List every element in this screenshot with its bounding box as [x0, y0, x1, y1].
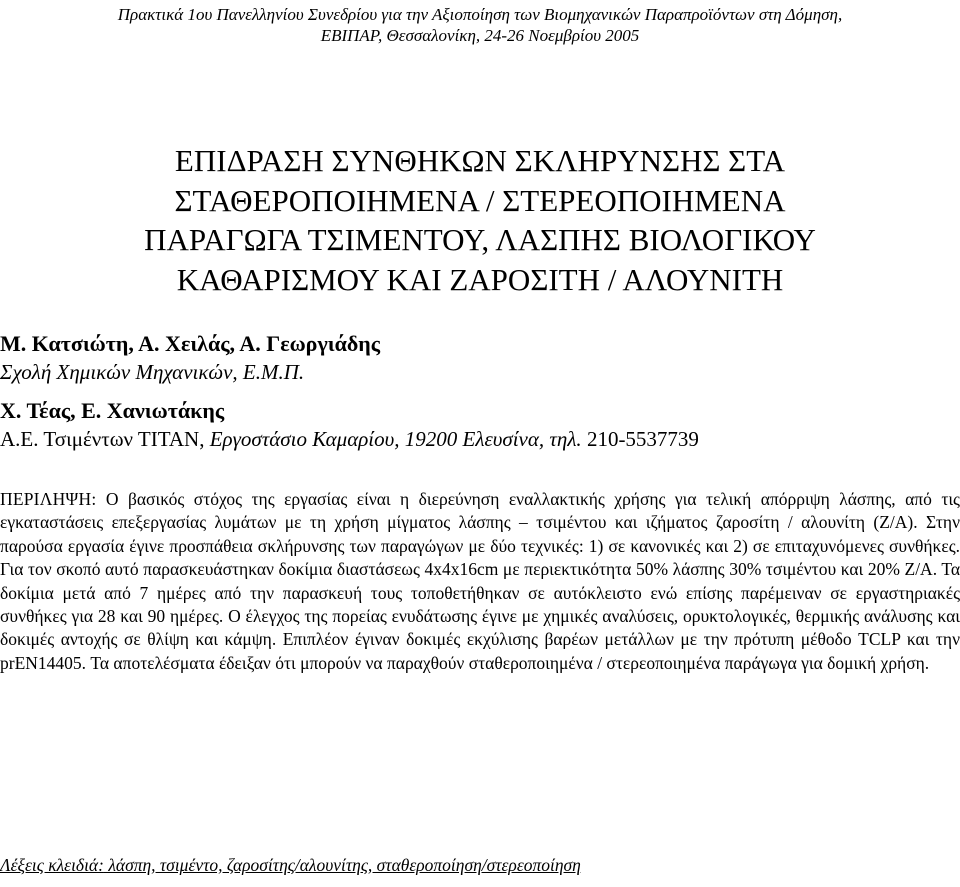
author-names-group-1: Μ. Κατσιώτη, Α. Χειλάς, Α. Γεωργιάδης	[0, 331, 381, 356]
keywords	[0, 853, 960, 877]
affiliation-org: Α.Ε. Τσιμέντων ΤΙΤΑΝ,	[0, 427, 210, 451]
abstract	[0, 488, 960, 675]
keywords-label: Λέξεις κλειδιά:	[0, 855, 104, 875]
title-line-2: ΣΤΑΘΕΡΟΠΟΙΗΜΕΝΑ / ΣΤΕΡΕΟΠΟΙΗΜΕΝΑ	[174, 182, 786, 218]
affiliation-group-1: Σχολή Χημικών Μηχανικών, Ε.Μ.Π.	[0, 360, 305, 384]
author-names-group-2: Χ. Τέας, Ε. Χανιωτάκης	[0, 398, 225, 423]
affiliation-phone: 210-5537739	[581, 427, 699, 451]
keywords-text: λάσπη, τσιμέντο, ζαροσίτης/αλουνίτης, σταθεροποίηση/στερεοποίηση	[103, 855, 581, 875]
affiliation-site: Εργοστάσιο Καμαρίου, 19200 Ελευσίνα, τηλ.	[209, 427, 582, 451]
title-line-1: ΕΠΙΔΡΑΣΗ ΣΥΝΘΗΚΩΝ ΣΚΛΗΡΥΝΣΗΣ ΣΤΑ	[174, 143, 786, 178]
running-header	[0, 4, 960, 46]
title-line-4: ΚΑΘΑΡΙΣΜΟΥ ΚΑΙ ΖΑΡΟΣΙΤΗ / ΑΛΟΥΝΙΤΗ	[176, 261, 784, 297]
affiliation-group-2	[0, 427, 699, 451]
paper-title	[0, 141, 960, 299]
title-line-3: ΠΑΡΑΓΩΓΑ ΤΣΙΜΕΝΤΟΥ, ΛΑΣΠΗΣ ΒΙΟΛΟΓΙΚΟΥ	[144, 222, 816, 257]
running-header-line-1: Πρακτικά 1ου Πανελληνίου Συνεδρίου για την Αξιοποίηση των Βιομηχανικών Παραπροϊόντων στη Δόμηση,	[117, 5, 843, 24]
running-header-line-2: ΕΒΙΠΑΡ, Θεσσαλονίκη, 24-26 Νοεμβρίου 2005	[320, 26, 640, 45]
abstract-text: Ο βασικός στόχος της εργασίας είναι η διερεύνηση εναλλακτικής χρήσης για τελική απόρριψη λάσπης, από τις εγκαταστάσεις επεξεργασίας λυμάτων με τη χρήση μίγματος λάσπης – τσιμέντου και ιζήματος ζαροσίτη / αλουνίτη (Ζ/Α). Στην παρούσα εργασία έγινε προσπάθεια σκλήρυνσης των παραγώγων με δύο τεχνικές: 1) σε κανονικές και 2) σε επιταχυνόμενες συνθήκες. Για τον σκοπό αυτό παρασκευάστηκαν δοκίμια διαστάσεως 4x4x16cm με περιεκτικότητα 50% λάσπης 30% τσιμέντου και 20% Ζ/Α. Τα δοκίμια μετά από 7 ημέρες από την παρασκευή τους τοποθετήθηκαν σε αυτόκλειστο ενώ επίσης παρέμειναν σε εργαστηριακές συνθήκες για 28 και 90 ημέρες. Ο έλεγχος της πορείας ενυδάτωσης έγινε με χημικές αναλύσεις, ορυκτολογικές, θερμικής ανάλυσης και δοκιμές αντοχής σε θλίψη και κάμψη. Επιπλέον έγιναν δοκιμές εκχύλισης βαρέων μετάλλων με την πρότυπη μέθοδο TCLP και την prEN14405. Τα αποτελέσματα έδειξαν ότι μπορούν να παραχθούν σταθεροποιημένα / στερεοποιημένα παράγωγα για δομική χρήση.	[0, 489, 960, 673]
abstract-paragraph	[0, 488, 960, 675]
abstract-label: ΠΕΡΙΛΗΨΗ:	[0, 489, 97, 509]
